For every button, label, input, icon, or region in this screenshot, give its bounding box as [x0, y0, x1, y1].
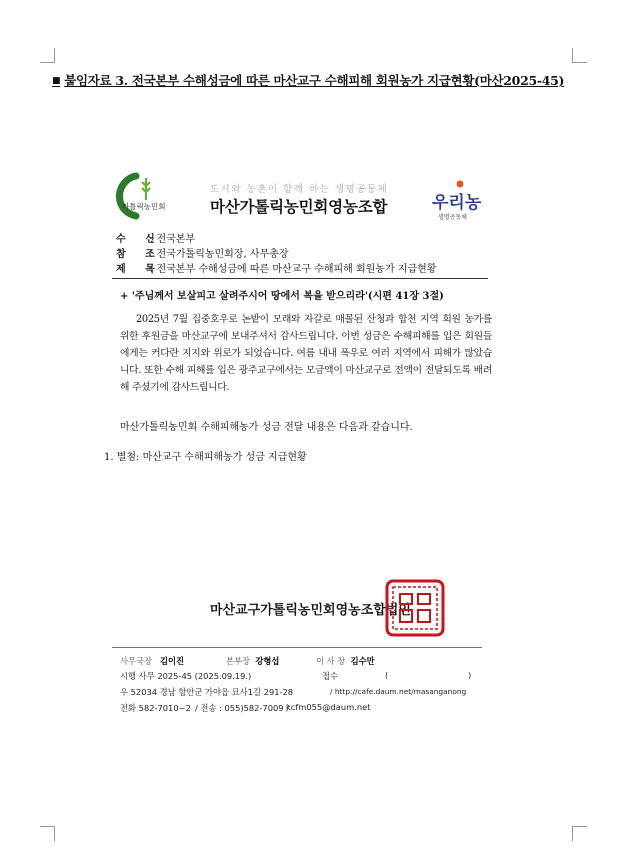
square-bullet-icon: ■: [52, 76, 61, 86]
subject-row: [116, 260, 436, 275]
crop-mark-bottom-right: [572, 826, 587, 841]
right-logo-caption: 생명공동체: [438, 214, 467, 221]
director-name: 강형섭: [255, 656, 280, 666]
subject-label: 제 목: [116, 264, 163, 275]
recipient-row: [116, 230, 195, 245]
cafe-url[interactable]: / http://cafe.daum.net/masanganong: [330, 687, 467, 696]
crop-mark-top-right: [572, 48, 587, 63]
footer-signatures: [120, 655, 184, 667]
footer-chair: [316, 655, 375, 667]
received-paren-open: (: [385, 670, 389, 680]
cc-row: [116, 245, 289, 260]
cc-value: : 전국가톨릭농민회장, 사무총장: [150, 249, 289, 260]
postal-address: 우 52034 경남 함안군 가야읍 묘사1길 291-28: [120, 687, 294, 697]
header-divider: [112, 278, 488, 279]
attachment-item: 1. 별첨: 마산교구 수해피해농가 성금 지급현황: [104, 452, 307, 463]
summary-paragraph: 마산가톨릭농민회 수해피해농가 성금 전달 내용은 다음과 같습니다.: [120, 422, 413, 433]
received-label: 접수: [322, 671, 339, 681]
catholic-farmers-logo: [106, 172, 188, 220]
email-address[interactable]: kcfm055@daum.net: [286, 702, 371, 712]
recipient-value: : 전국본부: [150, 234, 196, 245]
footer-director: [226, 655, 279, 667]
fax-number: / 전송 : 055)582-7009 /: [195, 703, 289, 713]
scripture-quote: + '주님께서 보살피고 살려주시어 땅에서 복을 받으리라'(시편 41장 3절): [120, 291, 444, 302]
chair-label: 이 사 장: [316, 656, 346, 666]
doc-number: 시행 사무 2025-45 (2025.09.19.): [120, 671, 252, 681]
secretary-label: 사무국장: [120, 656, 153, 666]
director-label: 본부장: [226, 656, 251, 666]
subject-value: : 전국본부 수해성금에 따른 마산교구 수해피해 회원농가 지급현황: [150, 264, 437, 275]
crop-mark-top-left: [40, 48, 55, 63]
cc-label: 참 조: [116, 249, 163, 260]
crop-mark-bottom-left: [40, 826, 55, 841]
org-tagline: 도시와 농촌이 함께 하는 생명공동체: [210, 184, 389, 195]
woorinong-logo: [428, 178, 484, 222]
seal-org-name: 마산교구가톨릭농민회영농조합법인: [210, 603, 411, 618]
right-logo-text: 우리농: [432, 193, 482, 213]
official-seal-stamp: [384, 578, 446, 638]
org-name: 마산가톨릭농민회영농조합: [210, 198, 388, 216]
body-paragraph: 2025년 7월 집중호우로 논밭이 모래와 자갈로 매몰된 산청과 합천 지역 회원 농가를 위한 후원금을 마산교구에 보내주셔서 감사드립니다. 이번 성금은 수해피해를 입은 회원들에게는 커다란 지지와 위로가 되었습니다. 여름 내내 폭우로 여러 지역에서 피해가 많았습니다. 또한 수해 피해를 입은 광주교구에서는 모금액이 마산교구로 전액이 전달되도록 배려해 주셨기에 감사드립니다.: [120, 314, 492, 393]
chair-name: 김수만: [350, 656, 375, 666]
phone-number: 전화 582-7010~2: [120, 703, 191, 713]
received-paren-close: ): [468, 670, 472, 680]
secretary-name: 김이진: [159, 656, 185, 666]
left-logo-text: 가톨릭농민회: [122, 202, 166, 211]
attachment-title-text: 붙임자료 3. 전국본부 수해성금에 따른 마산교구 수해피해 회원농가 지급현황(마산2025-45): [64, 73, 565, 88]
attachment-title: [52, 71, 592, 89]
recipient-label: 수 신: [116, 234, 163, 245]
footer-divider: [112, 647, 482, 648]
